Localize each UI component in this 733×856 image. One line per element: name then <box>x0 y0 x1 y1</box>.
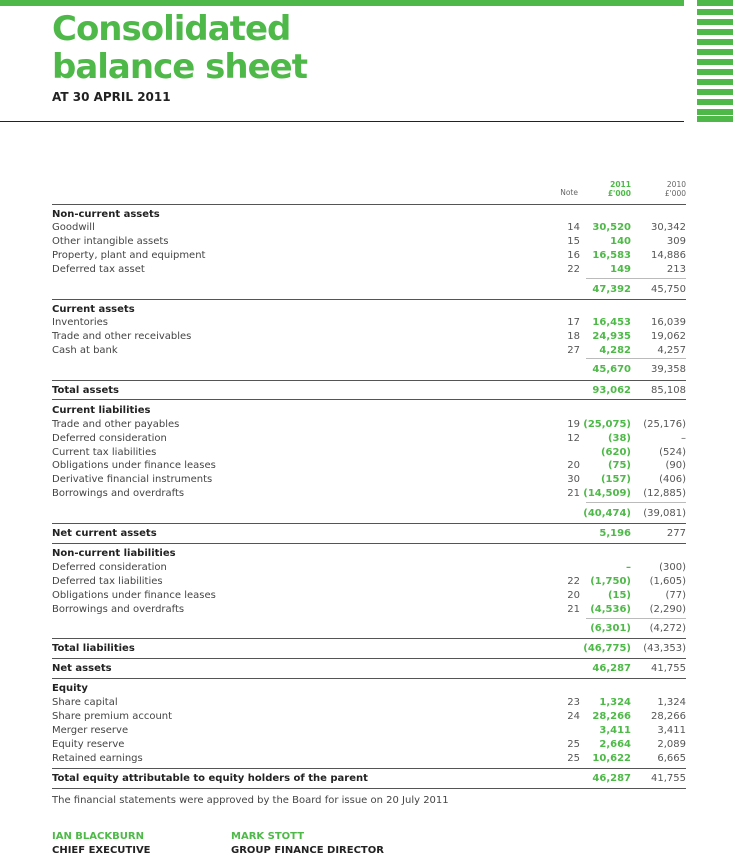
table-row <box>52 738 686 752</box>
value-2011: 46,287 <box>592 663 631 674</box>
balance-date: AT 30 APRIL 2011 <box>52 90 171 104</box>
value-2010: 213 <box>666 264 686 275</box>
value-2010: (300) <box>659 562 686 573</box>
table-row <box>52 752 686 766</box>
value-2011: (157) <box>600 474 631 485</box>
value-2011: (14,509) <box>583 488 631 499</box>
value-2011: 46,287 <box>592 773 631 784</box>
table-row <box>52 446 686 460</box>
subtotal-row <box>52 363 686 377</box>
note-ref: 19 <box>567 419 580 430</box>
value-2010: (1,605) <box>649 576 686 587</box>
row-label: Inventories <box>52 317 108 328</box>
row-label: Property, plant and equipment <box>52 250 206 261</box>
note-ref: 20 <box>567 590 580 601</box>
stripe-bar <box>697 99 733 105</box>
row-label: Deferred tax asset <box>52 264 145 275</box>
note-ref: 25 <box>567 739 580 750</box>
value-2010: (4,272) <box>649 623 686 634</box>
stripe-bar <box>697 9 733 15</box>
table-row <box>52 724 686 738</box>
note-ref: 15 <box>567 236 580 247</box>
value-2010: 41,755 <box>651 773 686 784</box>
row-label: Goodwill <box>52 222 95 233</box>
row-label: Current assets <box>52 304 135 315</box>
value-2011: 16,453 <box>592 317 631 328</box>
value-2010: 28,266 <box>651 711 686 722</box>
stripe-bar <box>697 116 733 122</box>
note-ref: 14 <box>567 222 580 233</box>
row-label: Trade and other receivables <box>52 331 192 342</box>
table-row <box>52 575 686 589</box>
table-row <box>52 432 686 446</box>
top-accent-bar <box>0 0 684 6</box>
row-label: Cash at bank <box>52 345 118 356</box>
section-rule <box>52 523 686 524</box>
section-rule <box>52 658 686 659</box>
row-label: Deferred tax liabilities <box>52 576 163 587</box>
section-rule <box>52 638 686 639</box>
value-2011: 3,411 <box>599 725 631 736</box>
section-heading-row <box>52 208 686 222</box>
table-row <box>52 487 686 501</box>
value-2010: 1,324 <box>657 697 686 708</box>
stripe-bar <box>697 89 733 95</box>
value-2010: 6,665 <box>657 753 686 764</box>
section-heading-row <box>52 404 686 418</box>
table-row <box>52 316 686 330</box>
stripe-bar <box>697 29 733 35</box>
value-2010: (77) <box>665 590 686 601</box>
note-ref: 30 <box>567 474 580 485</box>
stripe-bar <box>697 109 733 115</box>
subtotal-rule <box>586 502 686 503</box>
row-label: Borrowings and overdrafts <box>52 488 185 499</box>
note-ref: 22 <box>567 264 580 275</box>
value-2011: 1,324 <box>599 697 631 708</box>
note-ref: 18 <box>567 331 580 342</box>
stripe-bar <box>697 79 733 85</box>
value-2010: (2,290) <box>649 604 686 615</box>
value-2011: (6,301) <box>590 623 631 634</box>
row-label: Equity <box>52 683 88 694</box>
value-2010: 4,257 <box>657 345 686 356</box>
row-label: Obligations under finance leases <box>52 460 216 471</box>
row-label: Deferred consideration <box>52 433 167 444</box>
value-2010: (12,885) <box>643 488 686 499</box>
section-heading-row <box>52 682 686 696</box>
row-label: Non-current assets <box>52 209 160 220</box>
subtotal-row <box>52 507 686 521</box>
section-rule <box>52 678 686 679</box>
value-2011: 24,935 <box>592 331 631 342</box>
value-2010: 14,886 <box>651 250 686 261</box>
header-rule <box>0 121 684 122</box>
row-label: Total liabilities <box>52 643 135 654</box>
value-2010: 309 <box>666 236 686 247</box>
value-2011: (38) <box>607 433 631 444</box>
value-2010: 41,755 <box>651 663 686 674</box>
row-label: Deferred consideration <box>52 562 167 573</box>
note-ref: 17 <box>567 317 580 328</box>
row-label: Net assets <box>52 663 112 674</box>
value-2011: (75) <box>607 460 631 471</box>
row-label: Share premium account <box>52 711 173 722</box>
row-label: Trade and other payables <box>52 419 180 430</box>
section-rule <box>52 399 686 400</box>
stripe-bar <box>697 0 733 6</box>
value-2010: 3,411 <box>657 725 686 736</box>
row-label: Non-current liabilities <box>52 548 176 559</box>
section-rule <box>52 788 686 789</box>
note-ref: 21 <box>567 488 580 499</box>
value-2011: (40,474) <box>583 508 631 519</box>
value-2010: (406) <box>659 474 686 485</box>
current-year-label: 2011 <box>610 180 631 189</box>
stripe-bar <box>697 19 733 25</box>
section-rule <box>52 380 686 381</box>
table-row <box>52 459 686 473</box>
value-2011: 45,670 <box>592 364 631 375</box>
subtotal-row <box>52 622 686 636</box>
table-row <box>52 330 686 344</box>
subtotal-rule <box>586 618 686 619</box>
value-2010: (90) <box>665 460 686 471</box>
value-2010: 45,750 <box>651 284 686 295</box>
total-row <box>52 527 686 541</box>
section-rule <box>52 299 686 300</box>
value-2011: (1,750) <box>590 576 631 587</box>
value-2011: 30,520 <box>592 222 631 233</box>
table-row <box>52 235 686 249</box>
prior-year-label: 2010 <box>666 180 686 189</box>
value-2011: (46,775) <box>583 643 631 654</box>
note-ref: 20 <box>567 460 580 471</box>
value-2011: 140 <box>610 236 631 247</box>
stripe-bar <box>697 59 733 65</box>
stripe-bar <box>697 49 733 55</box>
section-rule <box>52 204 686 205</box>
signatory-2-name: MARK STOTT <box>231 831 305 842</box>
table-row <box>52 418 686 432</box>
row-label: Other intangible assets <box>52 236 169 247</box>
note-ref: 16 <box>567 250 580 261</box>
value-2010: 19,062 <box>651 331 686 342</box>
total-row <box>52 662 686 676</box>
value-2010: 277 <box>666 528 686 539</box>
value-2011: 5,196 <box>599 528 631 539</box>
row-label: Borrowings and overdrafts <box>52 604 185 615</box>
value-2010: 16,039 <box>651 317 686 328</box>
current-year-header <box>586 180 631 198</box>
row-label: Current tax liabilities <box>52 447 157 458</box>
value-2011: (620) <box>600 447 631 458</box>
row-label: Equity reserve <box>52 739 125 750</box>
page-title <box>52 10 307 86</box>
subtotal-rule <box>586 278 686 279</box>
title-line-1: Consolidated <box>52 9 291 49</box>
subtotal-row <box>52 283 686 297</box>
row-label: Obligations under finance leases <box>52 590 216 601</box>
value-2010: 39,358 <box>651 364 686 375</box>
value-2010: 2,089 <box>657 739 686 750</box>
stripe-bar <box>697 39 733 45</box>
section-heading-row <box>52 547 686 561</box>
value-2010: 85,108 <box>651 385 686 396</box>
value-2011: (25,075) <box>583 419 631 430</box>
row-label: Total assets <box>52 385 119 396</box>
current-year-unit: £'000 <box>607 189 631 198</box>
value-2011: 28,266 <box>592 711 631 722</box>
prior-year-header <box>641 180 686 198</box>
value-2011: (4,536) <box>590 604 631 615</box>
total-row <box>52 772 686 786</box>
value-2011: (15) <box>607 590 631 601</box>
value-2010: (524) <box>659 447 686 458</box>
value-2011: 16,583 <box>592 250 631 261</box>
corner-stripes-decoration <box>697 0 733 122</box>
value-2011: 47,392 <box>592 284 631 295</box>
section-heading-row <box>52 303 686 317</box>
table-row <box>52 263 686 277</box>
subtotal-rule <box>586 358 686 359</box>
value-2010: (25,176) <box>643 419 686 430</box>
row-label: Derivative financial instruments <box>52 474 213 485</box>
row-label: Merger reserve <box>52 725 129 736</box>
section-rule <box>52 768 686 769</box>
signatory-1-role: CHIEF EXECUTIVE <box>52 845 151 856</box>
table-row <box>52 561 686 575</box>
value-2010: (39,081) <box>643 508 686 519</box>
row-label: Current liabilities <box>52 405 151 416</box>
row-label: Total equity attributable to equity holders of the parent <box>52 773 368 784</box>
value-2011: 149 <box>610 264 631 275</box>
table-row <box>52 249 686 263</box>
value-2011: 10,622 <box>592 753 631 764</box>
table-row <box>52 221 686 235</box>
row-label: Net current assets <box>52 528 157 539</box>
value-2010: 30,342 <box>651 222 686 233</box>
table-row <box>52 344 686 358</box>
row-label: Retained earnings <box>52 753 143 764</box>
note-ref: 27 <box>567 345 580 356</box>
stripe-bar <box>697 69 733 75</box>
table-row <box>52 473 686 487</box>
table-row <box>52 710 686 724</box>
value-2011: – <box>626 562 631 573</box>
table-row <box>52 603 686 617</box>
note-column-header: Note <box>560 188 578 197</box>
total-row <box>52 384 686 398</box>
total-row <box>52 642 686 656</box>
section-rule <box>52 543 686 544</box>
note-ref: 22 <box>567 576 580 587</box>
prior-year-unit: £'000 <box>664 189 686 198</box>
value-2011: 93,062 <box>592 385 631 396</box>
note-ref: 24 <box>567 711 580 722</box>
title-line-2: balance sheet <box>52 47 307 87</box>
signatory-1-name: IAN BLACKBURN <box>52 831 144 842</box>
row-label: Share capital <box>52 697 118 708</box>
table-row <box>52 589 686 603</box>
signatory-2-role: GROUP FINANCE DIRECTOR <box>231 845 384 856</box>
note-ref: 23 <box>567 697 580 708</box>
note-ref: 12 <box>567 433 580 444</box>
value-2010: (43,353) <box>643 643 686 654</box>
table-row <box>52 696 686 710</box>
note-ref: 21 <box>567 604 580 615</box>
approval-statement: The financial statements were approved by the Board for issue on 20 July 2011 <box>52 795 449 806</box>
note-ref: 25 <box>567 753 580 764</box>
value-2011: 4,282 <box>599 345 631 356</box>
value-2010: – <box>681 433 686 444</box>
value-2011: 2,664 <box>599 739 631 750</box>
